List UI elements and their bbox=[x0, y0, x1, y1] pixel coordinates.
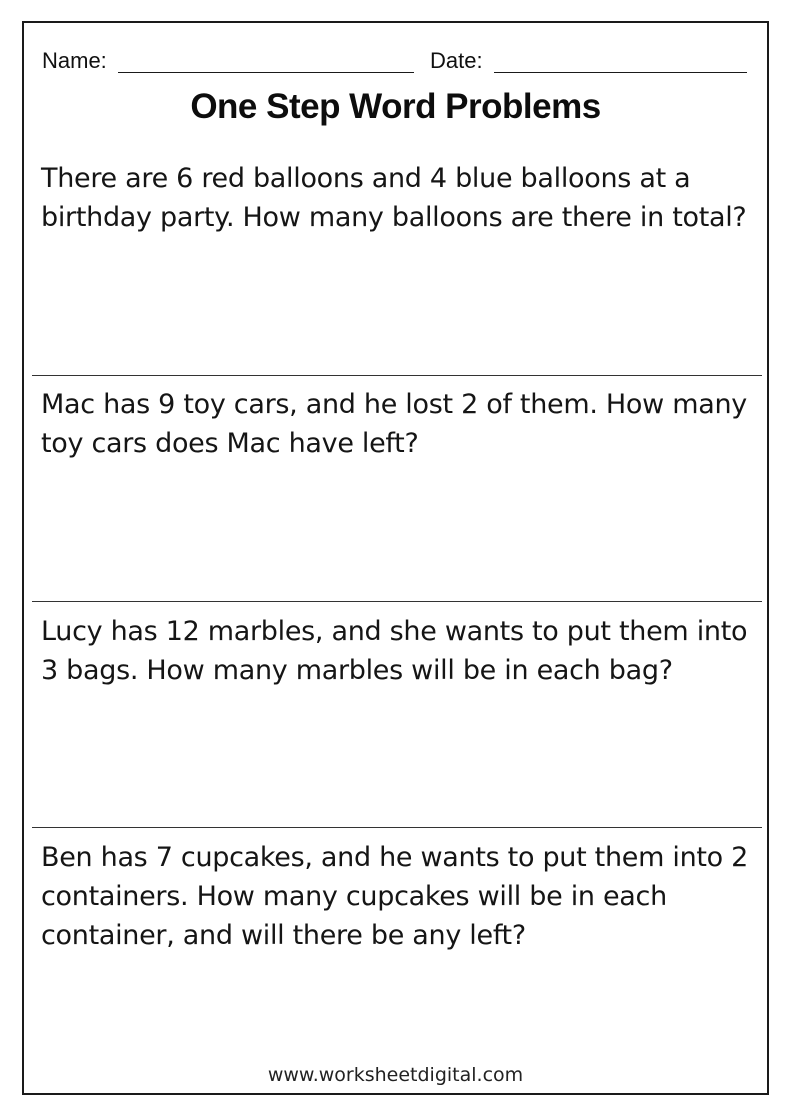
problem-text: Mac has 9 toy cars, and he lost 2 of them. How many toy cars does Mac have left? bbox=[41, 389, 747, 459]
footer-website: www.worksheetdigital.com bbox=[267, 1064, 524, 1086]
problem-text: There are 6 red balloons and 4 blue balloons at a birthday party. How many balloons are there in total? bbox=[41, 163, 747, 233]
name-label: Name: bbox=[42, 48, 107, 73]
problem-divider bbox=[32, 827, 762, 828]
date-line[interactable] bbox=[494, 72, 747, 73]
worksheet-page bbox=[22, 21, 769, 1095]
page-title: One Step Word Problems bbox=[190, 87, 601, 126]
problem-text: Ben has 7 cupcakes, and he wants to put them into 2 containers. How many cupcakes will be in each container, and will there be any left? bbox=[41, 842, 749, 951]
problem-text: Lucy has 12 marbles, and she wants to put them into 3 bags. How many marbles will be in each bag? bbox=[41, 616, 748, 686]
name-line[interactable] bbox=[118, 72, 414, 73]
date-label: Date: bbox=[430, 48, 483, 73]
problem-divider bbox=[32, 375, 762, 376]
header-row bbox=[42, 47, 750, 75]
problem-divider bbox=[32, 601, 762, 602]
